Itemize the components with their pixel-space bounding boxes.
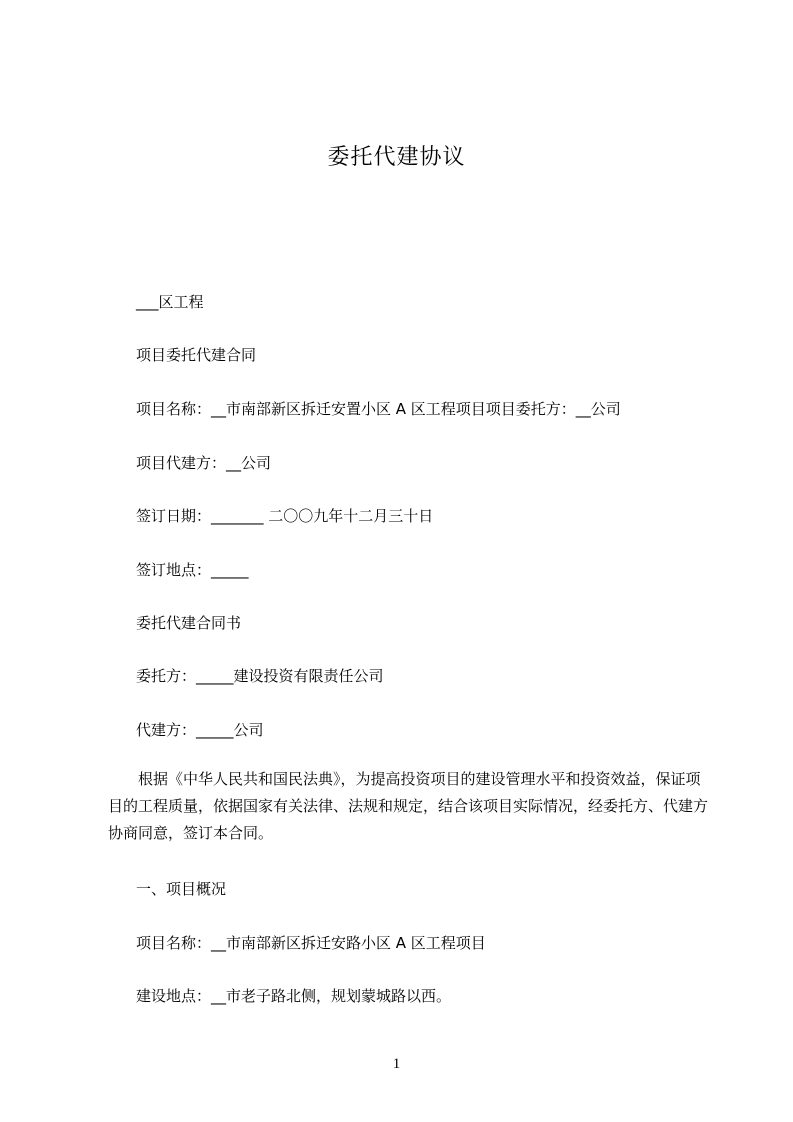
preamble-text: 根据《中华人民共和国民法典》，为提高投资项目的建设管理水平和投资效益，保证项目的工程质量，依据国家有关法律、法规和规定，结合该项目实际情况，经委托方、代建方协商同意，签订本合同。 bbox=[108, 770, 709, 842]
agent-party-line: 项目代建方：__公司 bbox=[136, 454, 272, 472]
contract-name-line: 项目委托代建合同 bbox=[136, 346, 257, 364]
page-number: 1 bbox=[392, 1056, 401, 1072]
section-heading: 一、项目概况 bbox=[136, 880, 227, 898]
document-title: 委托代建协议 bbox=[327, 145, 466, 170]
sign-place-line: 签订地点：_____ bbox=[136, 561, 249, 579]
sign-date-line: 签订日期：_______ 二〇〇九年十二月三十日 bbox=[136, 507, 434, 525]
client-party-line: 委托方：_____建设投资有限责任公司 bbox=[136, 667, 384, 685]
district-project-line: ___区工程 bbox=[136, 293, 204, 311]
builder-party-line: 代建方：_____公司 bbox=[136, 721, 264, 739]
section-project-name: 项目名称：__市南部新区拆迁安路小区 A 区工程项目 bbox=[136, 934, 486, 952]
contract-book-line: 委托代建合同书 bbox=[136, 614, 242, 632]
preamble-paragraph bbox=[108, 766, 708, 847]
section-location: 建设地点：__市老子路北侧，规划蒙城路以西。 bbox=[136, 987, 452, 1005]
project-name-line: 项目名称：__市南部新区拆迁安置小区 A 区工程项目项目委托方：__公司 bbox=[136, 400, 621, 418]
